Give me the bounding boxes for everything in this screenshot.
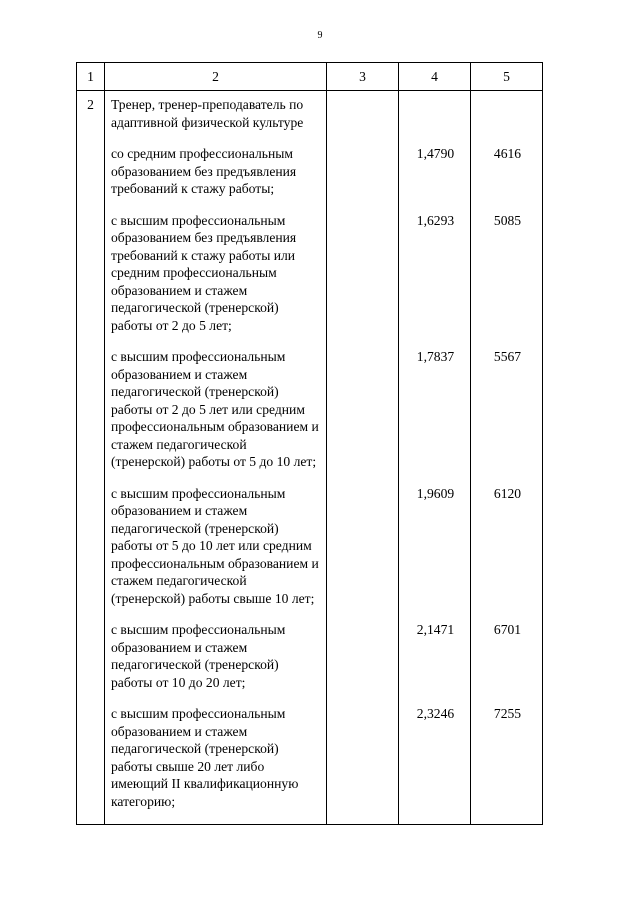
qualification-text: с высшим профессиональным образованием и стажем педагогической (тренерской) работы от 5 до 10 лет или средним профессиональным образованием и стажем педагогической (тренерской) работы свыше 10 лет; — [111, 485, 319, 606]
empty-cell — [327, 91, 399, 825]
amount-cell — [471, 91, 543, 825]
coefficient-value: 1,7837 — [416, 349, 455, 364]
qualification-text: с высшим профессиональным образованием и стажем педагогической (тренерской) работы от 2 до 5 лет или средним профессиональным образованием и стажем педагогической (тренерской) работы от 5 до 10 лет; — [111, 349, 319, 469]
row-number: 2 — [87, 97, 94, 112]
amount-value: 6701 — [493, 622, 522, 637]
amount-value: 6120 — [493, 485, 522, 501]
amount-value: 7255 — [493, 706, 522, 721]
description-column — [105, 91, 326, 810]
amount-value: 4616 — [493, 146, 522, 161]
coefficient-cell — [399, 91, 471, 825]
coefficient-value: 1,4790 — [416, 146, 455, 161]
header-cell-2: 2 — [105, 63, 327, 91]
amount-value: 5567 — [493, 349, 522, 364]
coefficient-column — [399, 91, 470, 723]
qualification-text: с высшим профессиональным образованием и стажем педагогической (тренерской) работы свыше 20 лет либо имеющий II квалификационную категорию; — [111, 706, 299, 809]
page-number: 9 — [317, 30, 323, 41]
coefficient-value: 2,3246 — [416, 706, 455, 721]
qualification-text: с высшим профессиональным образованием без предъявления требований к стажу работы или средним профессиональным образованием и стажем педагогической (тренерской) работы от 2 до 5 лет; — [111, 212, 297, 333]
coefficient-value: 2,1471 — [416, 622, 455, 637]
position-title: Тренер, тренер-преподаватель по адаптивной физической культуре — [111, 97, 304, 130]
header-cell-4: 4 — [399, 63, 471, 91]
description-cell — [105, 91, 327, 825]
header-cell-5: 5 — [471, 63, 543, 91]
coefficient-value: 1,6293 — [416, 212, 455, 228]
table-row — [77, 91, 543, 825]
amount-column — [471, 91, 542, 723]
header-cell-3: 3 — [327, 63, 399, 91]
row-number-cell — [77, 91, 105, 825]
amount-value: 5085 — [493, 212, 522, 228]
table-header-row — [77, 63, 543, 91]
qualification-text: со средним профессиональным образованием без предъявления требований к стажу работы; — [111, 146, 297, 196]
coefficient-value: 1,9609 — [416, 485, 455, 501]
header-cell-1: 1 — [77, 63, 105, 91]
qualification-text: с высшим профессиональным образованием и стажем педагогической (тренерской) работы от 10 до 20 лет; — [111, 622, 286, 690]
pay-table — [76, 62, 543, 825]
